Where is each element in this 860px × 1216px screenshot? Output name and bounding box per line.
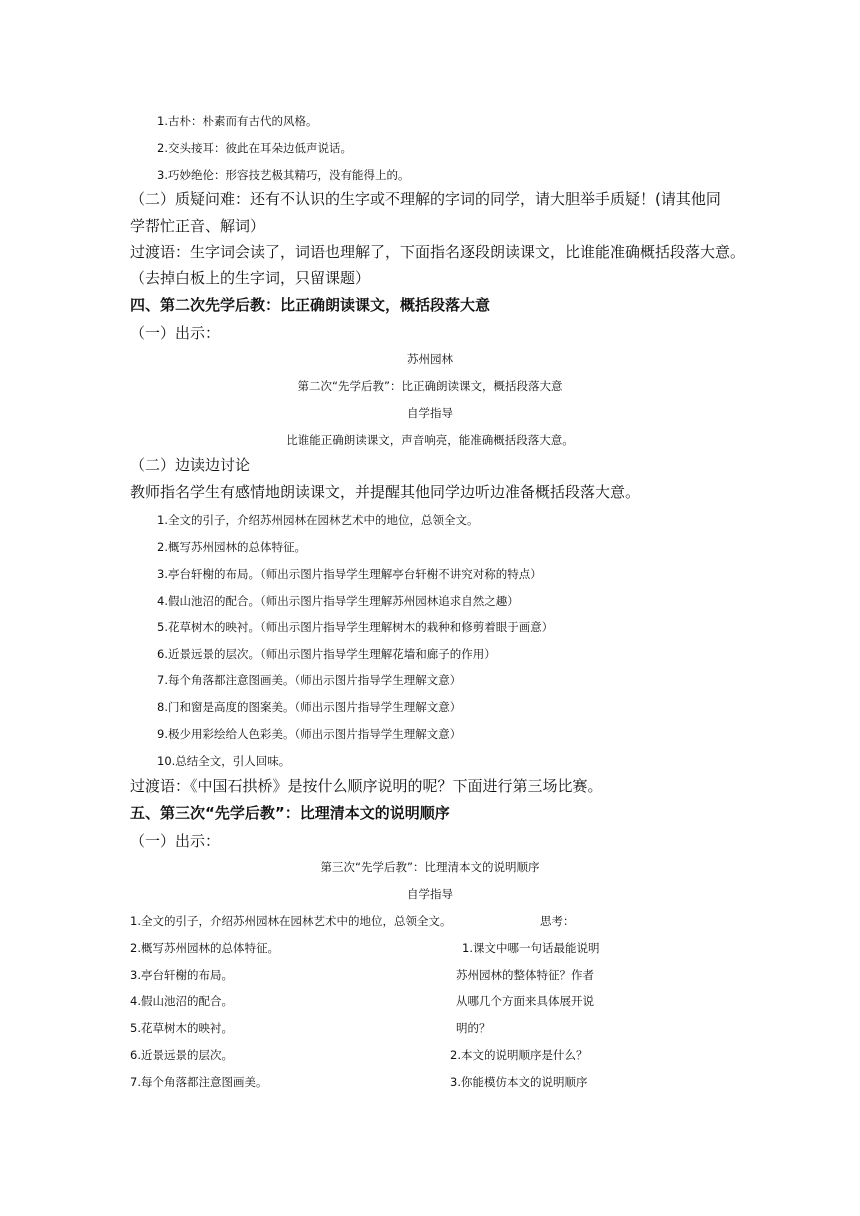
subsection-label: （一）出示： (130, 832, 221, 850)
vocab-item: 1.古朴：朴素而有古代的风格。 (157, 114, 318, 128)
left-column-item: 1.全文的引子，介绍苏州园林在园林艺术中的地位，总领全文。 (130, 914, 452, 928)
body-text: 教师指名学生有感情地朗读课文，并提醒其他同学边听边准备概括段落大意。 (130, 483, 641, 501)
box-subtitle: 第二次“先学后教”：比正确朗读课文，概括段落大意 (297, 379, 563, 393)
list-item: 3.亭台轩榭的布局。（师出示图片指导学生理解亭台轩榭不讲究对称的特点） (157, 567, 542, 581)
subsection-label: （一）出示： (130, 324, 221, 342)
left-column-item: 7.每个角落都注意图画美。 (130, 1075, 268, 1089)
think-question: 2.本文的说明顺序是什么？ (450, 1048, 588, 1062)
vocab-item: 3.巧妙绝伦：形容技艺极其精巧，没有能得上的。 (157, 168, 410, 182)
list-item: 2.概写苏州园林的总体特征。 (157, 540, 306, 554)
left-column-item: 2.概写苏州园林的总体特征。 (130, 941, 279, 955)
list-item: 1.全文的引子，介绍苏州园林在园林艺术中的地位，总领全文。 (157, 513, 479, 527)
box-title: 苏州园林 (407, 352, 453, 366)
section-heading: 四、第二次先学后教：比正确朗读课文，概括段落大意 (130, 296, 491, 314)
box-subtitle: 第三次“先学后教”：比理清本文的说明顺序 (320, 860, 540, 874)
box-guide-heading: 自学指导 (407, 406, 453, 420)
list-item: 5.花草树木的映衬。（师出示图片指导学生理解树木的栽种和修剪着眼于画意） (157, 620, 554, 634)
transition-text: 过渡语：生字词会读了，词语也理解了，下面指名逐段朗读课文，比谁能准确概括段落大意。 (130, 243, 746, 261)
box-description: 比谁能正确朗读课文，声音响亮，能准确概括段落大意。 (286, 433, 574, 447)
transition-text: 过渡语：《中国石拱桥》是按什么顺序说明的呢？下面进行第三场比赛。 (130, 777, 603, 795)
think-question: 1.课文中哪一句话最能说明 (462, 941, 600, 955)
think-label: 思考： (540, 914, 575, 928)
question-paragraph: （二）质疑问难：还有不认识的生字或不理解的字词的同学，请大胆举手质疑！(请其他同 (130, 190, 721, 208)
transition-text-cont: （去掉白板上的生字词，只留课题） (130, 269, 371, 287)
think-question-cont: 明的？ (456, 1021, 491, 1035)
section-heading: 五、第三次“先学后教”：比理清本文的说明顺序 (130, 804, 450, 822)
left-column-item: 4.假山池沼的配合。 (130, 994, 233, 1008)
subsection-label: （二）边读边讨论 (130, 456, 251, 474)
list-item: 4.假山池沼的配合。（师出示图片指导学生理解苏州园林追求自然之趣） (157, 594, 519, 608)
left-column-item: 5.花草树木的映衬。 (130, 1021, 233, 1035)
list-item: 8.门和窗是高度的图案美。（师出示图片指导学生理解文意） (157, 700, 462, 714)
list-item: 9.极少用彩绘给人色彩美。（师出示图片指导学生理解文意） (157, 727, 462, 741)
left-column-item: 6.近景远景的层次。 (130, 1048, 233, 1062)
vocab-item: 2.交头接耳：彼此在耳朵边低声说话。 (157, 141, 352, 155)
list-item: 10.总结全文，引人回味。 (157, 754, 291, 768)
question-paragraph-cont: 学帮忙正音、解词） (130, 217, 266, 235)
list-item: 7.每个角落都注意图画美。（师出示图片指导学生理解文意） (157, 673, 462, 687)
left-column-item: 3.亭台轩榭的布局。 (130, 968, 233, 982)
think-question-cont: 从哪几个方面来具体展开说 (456, 994, 594, 1008)
think-question-cont: 苏州园林的整体特征？作者 (456, 968, 594, 982)
think-question: 3.你能模仿本文的说明顺序 (450, 1075, 588, 1089)
box-guide-heading: 自学指导 (407, 887, 453, 901)
list-item: 6.近景远景的层次。（师出示图片指导学生理解花墙和廊子的作用） (157, 647, 496, 661)
